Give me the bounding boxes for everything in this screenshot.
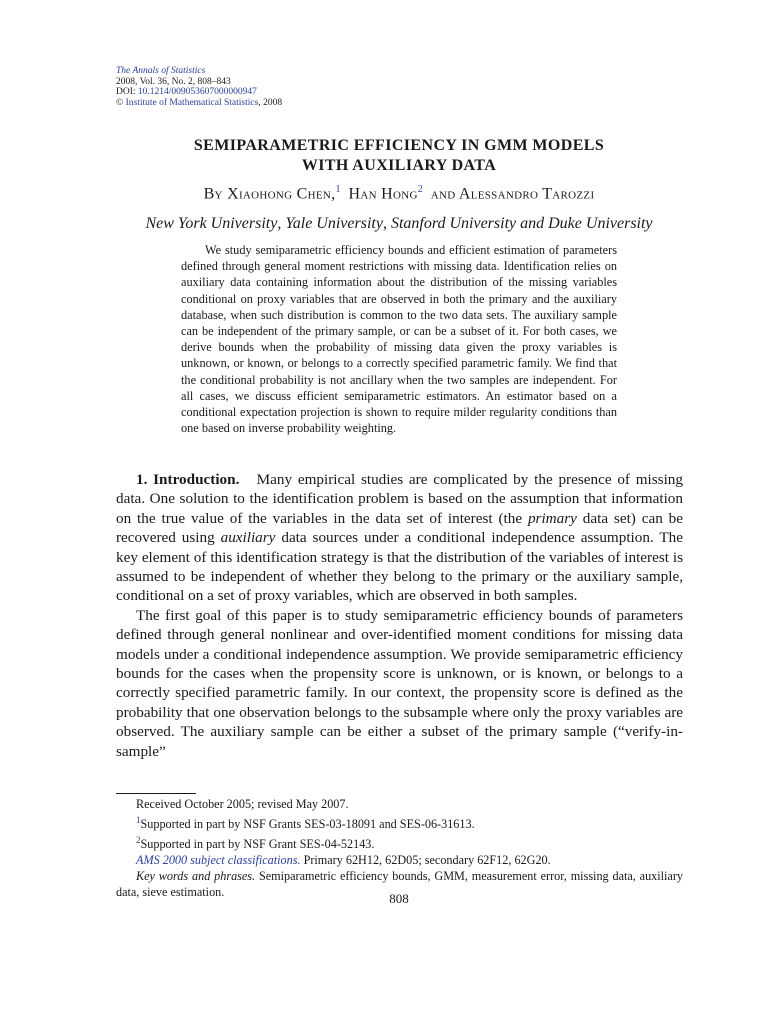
footnote-link-2[interactable]: 2 [417,184,423,195]
footnote-divider [116,793,196,794]
volume-line: 2008, Vol. 36, No. 2, 808–843 [116,76,231,87]
ams-classification [116,853,683,869]
paper-title [0,136,768,176]
page-number: 808 [389,891,409,906]
intro-text-a: Many empirical studies are complicated by the presence of missing data. One solution to the identification problem is based on the assumption that information on the true value of the variables in the data set of interest (the [116,471,683,527]
footnote-2 [116,833,683,853]
introduction-section [116,470,683,761]
intro-paragraph-1 [116,470,683,606]
journal-name-link[interactable]: The Annals of Statistics [116,66,206,76]
footnotes [116,797,683,901]
doi-label: DOI: [116,87,138,97]
intro-paragraph-2: The first goal of this paper is to study semiparametric efficiency bounds of parameters defined through general nonlinear and over-identified moment conditions for missing data models under a conditional independence assumption. We provide semiparametric efficiency bounds for the cases when the propensity score is unknown, or is known, or belongs to a correctly specified parametric family. In our context, the propensity score is defined as the probability that one observation belongs to the subsample where only the proxy variables are observed. The auxiliary sample can be either a subset of the primary sample (“verify-in-sample” [116,606,683,760]
author-hong: Han Hong [348,185,418,203]
author-chen: Xiaohong Chen, [227,185,336,203]
footnote-1 [116,813,683,833]
footnote-1-mark[interactable]: 1 [136,814,141,825]
ams-link[interactable]: AMS 2000 subject classifications. [136,852,301,867]
author-line [0,184,768,203]
institute-link[interactable]: Institute of Mathematical Statistics [125,97,259,108]
copyright-year: , 2008 [258,97,283,108]
journal-header [116,66,282,108]
affil-yale: Yale University [285,215,383,232]
section-heading: 1. Introduction. [136,471,240,488]
intro-text-c: data sources under a conditional independence assumption. The key element of this identification strategy is that the distribution of the variables of interest is assumed to be independent of whether they belong to the primary or the auxiliary sample, conditional on a set of proxy variables, which are observed in both samples. [116,529,683,605]
footnote-2-mark[interactable]: 2 [136,834,141,845]
doi-link[interactable]: 10.1214/009053607000000947 [137,87,257,97]
footnote-1-text: Supported in part by NSF Grants SES-03-18091 and SES-06-31613. [140,816,475,831]
auxiliary-term: auxiliary [220,529,276,547]
keywords-label: Key words and phrases. [136,868,256,883]
affil-stanford-duke: Stanford University and Duke University [390,215,653,232]
by-label: By [203,185,228,203]
primary-term: primary [527,509,577,527]
intro-text-b: data set) can be recovered using [116,509,684,547]
copyright-symbol: © [116,97,124,108]
keywords-text: Semiparametric efficiency bounds, GMM, measurement error, missing data, auxiliary data, sieve estimation. [116,868,683,899]
affiliations: New York University, Yale University, Stanford University and Duke University [145,215,653,232]
ams-text: Primary 62H12, 62D05; secondary 62F12, 62G20. [300,852,551,867]
footnote-link-1[interactable]: 1 [335,184,341,195]
title-line-1: SEMIPARAMETRIC EFFICIENCY IN GMM MODELS [193,137,605,154]
received-note: Received October 2005; revised May 2007. [136,797,349,811]
author-tarozzi: Alessandro Tarozzi [458,185,595,203]
abstract: We study semiparametric efficiency bounds and efficient estimation of parameters defined through general moment restrictions with missing data. Identification relies on auxiliary data containing information about the distribution of the missing variables conditional on proxy variables that are observed in both the primary and the auxiliary database, when such distribution is common to the two data sets. The auxiliary sample can be independent of the primary sample, or can be a subset of it. For both cases, we derive bounds when the probability of missing data given the proxy variables is unknown, or known, or belongs to a correctly specified parametric family. We find that the conditional probability is not ancillary when the two samples are independent. For all cases, we discuss efficient semiparametric estimators. An estimator based on a conditional expectation projection is shown to require milder regularity conditions than one based on inverse probability weighting. [181,243,617,436]
title-line-2: WITH AUXILIARY DATA [301,157,497,174]
affil-nyu: New York University [145,215,278,232]
footnote-2-text: Supported in part by NSF Grant SES-04-52143. [140,836,375,851]
and-label: and [430,185,459,203]
